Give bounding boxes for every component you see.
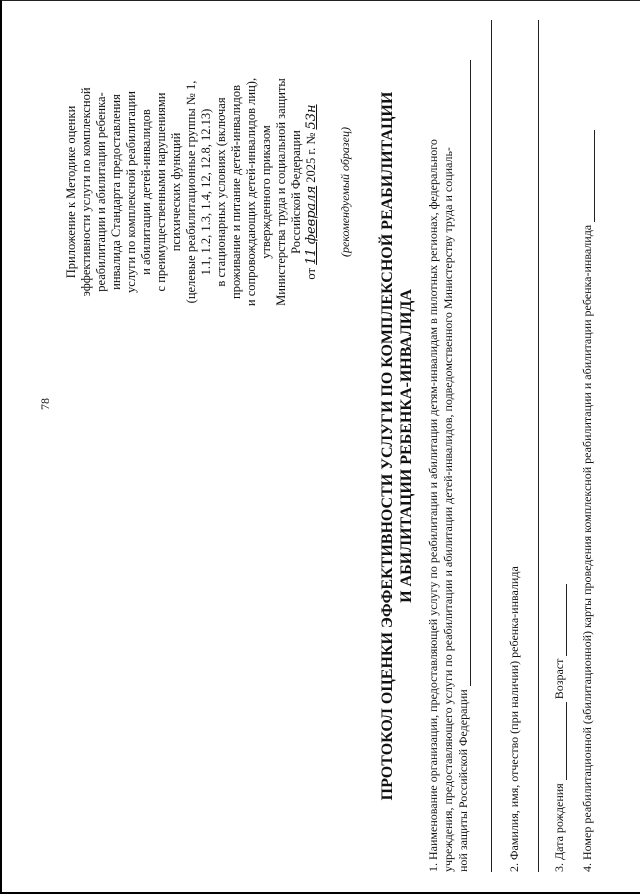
appendix-line: реабилитации и абилитации ребенка- <box>94 92 108 292</box>
document-title <box>378 20 416 872</box>
field-4-row <box>580 20 595 872</box>
age-label: Возраст <box>552 658 566 700</box>
birth-date-label: 3. Дата рождения <box>552 783 566 872</box>
field-2-row <box>507 20 522 872</box>
appendix-line: (целевые реабилитационные группы № 1, <box>184 80 198 304</box>
page-number: 78 <box>38 398 52 410</box>
sample-note: (рекомендуемый образец) <box>338 127 352 257</box>
order-date-line <box>304 32 319 352</box>
handwritten-date: 11 февраля <box>304 185 319 265</box>
appendix-line: услуги по комплексной реабилитации <box>124 91 138 293</box>
date-suffix: 2025 г. № <box>304 132 318 183</box>
appendix-line: в стационарных условиях (включая <box>214 97 228 287</box>
appendix-line: проживание и питание детей-инвалидов <box>229 85 243 299</box>
field-3-row <box>552 20 567 872</box>
appendix-line: утвержденного приказом <box>259 125 273 259</box>
appendix-line: инвалида Стандарта предоставления <box>109 94 123 290</box>
field-1-blank[interactable] <box>470 60 471 686</box>
appendix-line: Министерства труда и социальной защиты <box>274 78 288 306</box>
field-2-blank[interactable] <box>537 20 539 872</box>
document-page <box>20 20 620 872</box>
age-blank[interactable] <box>566 584 567 656</box>
field-1-label-end: ной защиты Российской Федерации <box>456 689 470 872</box>
handwritten-number: 53н <box>304 104 319 130</box>
appendix-line: и сопровождающих детей-инвалидов лиц), <box>244 77 258 307</box>
appendix-line: и абилитации детей-инвалидов <box>139 109 153 275</box>
title-line-1: ПРОТОКОЛ ОЦЕНКИ ЭФФЕКТИВНОСТИ УСЛУГИ ПО КОМПЛЕКСНОЙ РЕАБИЛИТАЦИИ <box>379 91 396 801</box>
date-prefix: от <box>304 268 318 280</box>
title-line-2: И АБИЛИТАЦИИ РЕБЕНКА-ИНВАЛИДА <box>398 289 415 603</box>
appendix-line: с преимущественными нарушениями <box>154 92 168 292</box>
field-1-line-3 <box>456 20 471 872</box>
appendix-line: Приложение к Методике оценки <box>64 105 78 279</box>
appendix-line: психических функций <box>169 132 183 252</box>
field-4-label: 4. Номер реабилитационной (абилитационной) карты проведения комплексной реабилитации и абилитации ребенка-инвалида <box>580 224 594 872</box>
field-1-line-1: 1. Наименование организации, предоставляющей услугу по реабилитации и абилитации детям-инвалидам в пилотных регионах, федерального <box>426 139 440 872</box>
field-1-extra-blank[interactable] <box>490 20 492 872</box>
appendix-block <box>64 32 319 352</box>
appendix-line: 1.1, 1.2, 1.3, 1.4, 12, 12.8, 12.13) <box>199 108 213 276</box>
birth-date-blank[interactable] <box>566 702 567 780</box>
field-2-label: 2. Фамилия, имя, отчество (при наличии) ребенка-инвалида <box>507 566 521 872</box>
appendix-line: эффективности услуги по комплексной <box>79 87 93 297</box>
field-4-blank[interactable] <box>594 130 595 222</box>
appendix-line: Российской Федерации <box>289 130 303 254</box>
field-1-line-2: учреждения, предоставляющего услуги по реабилитации и абилитации детей-инвалидов, подведомственного Министерству труда и социаль- <box>441 147 455 872</box>
